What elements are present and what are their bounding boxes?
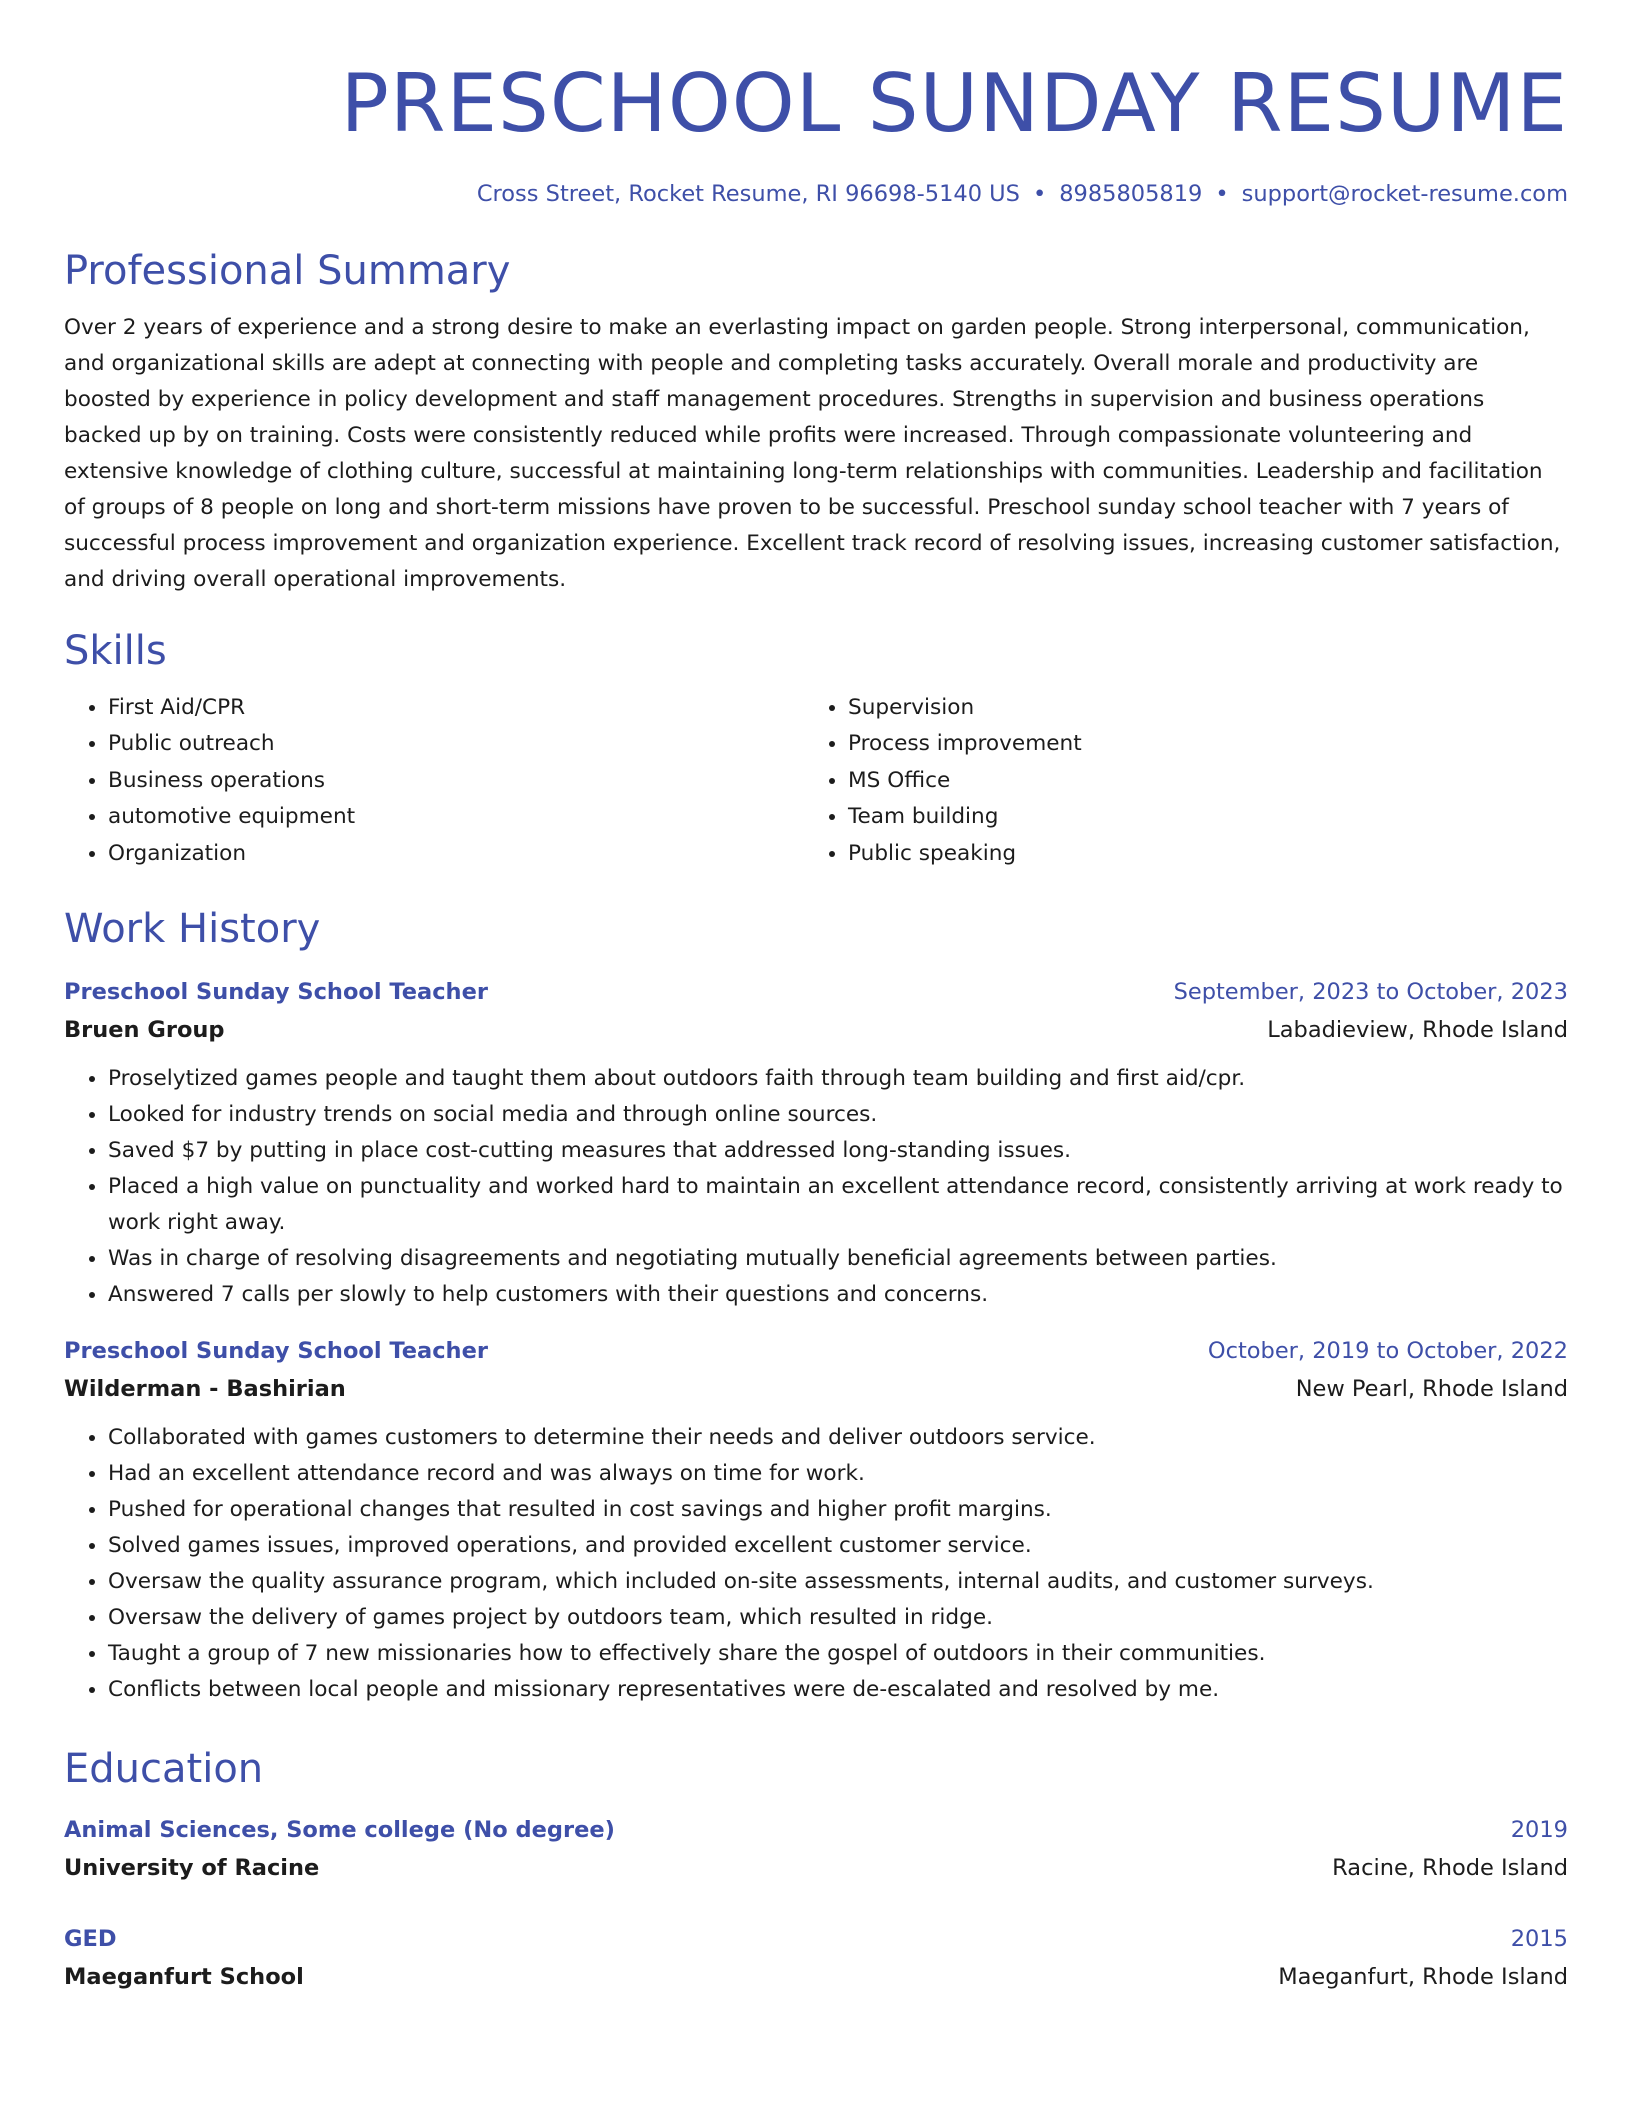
resume-name: PRESCHOOL SUNDAY RESUME	[340, 57, 1568, 150]
job-company: Wilderman - Bashirian	[64, 1376, 346, 1403]
job-dates: September, 2023 to October, 2023	[1173, 979, 1568, 1006]
summary-text: Over 2 years of experience and a strong desire to make an everlasting impact on garden people. Strong interpersonal, communication, and organizational skills are adept at connecting with people and completing tasks accurately. Overall morale and productivity are boosted by experience in policy development and staff management procedures. Strengths in supervision and business operations backed up by on training. Costs were consistently reduced while profits were increased. Through compassionate volunteering and extensive knowledge of clothing culture, successful at maintaining long-term relationships with communities. Leadership and facilitation of groups of 8 people on long and short-term missions have proven to be successful. Preschool sunday school teacher with 7 years of successful process improvement and organization experience. Excellent track record of resolving issues, increasing customer satisfaction, and driving overall operational improvements.	[64, 315, 1561, 592]
job-bullet: • Oversaw the delivery of games project by outdoors team, which resulted in ridge.	[108, 1600, 1568, 1636]
job-bullet: • Placed a high value on punctuality and worked hard to maintain an excellent attendance record, consistently arriving at work ready to work right away.	[108, 1169, 1568, 1241]
contact-phone: 8985805819	[1059, 181, 1203, 207]
job-entry	[64, 1333, 1568, 1708]
education-entry	[64, 1921, 1568, 1996]
job-bullets	[64, 1061, 1568, 1313]
job-company: Bruen Group	[64, 1017, 225, 1044]
education-year: 2015	[1510, 1926, 1568, 1953]
work-history-heading: Work History	[64, 906, 321, 953]
job-company-row	[64, 1370, 1568, 1408]
education-entry	[64, 1812, 1568, 1887]
job-bullet: • Saved $7 by putting in place cost-cutting measures that addressed long-standing issues.	[108, 1133, 1568, 1169]
job-bullet: • Collaborated with games customers to determine their needs and deliver outdoors service.	[108, 1420, 1568, 1456]
job-bullet: • Solved games issues, improved operations, and provided excellent customer service.	[108, 1528, 1568, 1564]
education-school-row	[64, 1849, 1568, 1887]
education-heading: Education	[64, 1746, 264, 1793]
job-bullet: • Oversaw the quality assurance program, which included on-site assessments, internal audits, and customer surveys.	[108, 1564, 1568, 1600]
education-degree-row	[64, 1812, 1568, 1849]
job-bullet: • Taught a group of 7 new missionaries how to effectively share the gospel of outdoors in their communities.	[108, 1636, 1568, 1672]
skill-item: • Supervision	[848, 690, 1568, 726]
job-bullet: • Conflicts between local people and missionary representatives were de-escalated and resolved by me.	[108, 1672, 1568, 1708]
job-role: Preschool Sunday School Teacher	[64, 979, 488, 1006]
skills-column-left	[64, 690, 804, 872]
skill-item: • Business operations	[108, 763, 804, 799]
contact-line	[64, 178, 1568, 210]
skill-item: • Team building	[848, 799, 1568, 835]
job-bullet: • Had an excellent attendance record and was always on time for work.	[108, 1456, 1568, 1492]
education-degree-row	[64, 1921, 1568, 1958]
skill-item: • First Aid/CPR	[108, 690, 804, 726]
skills-list	[64, 690, 1568, 872]
skill-item: • Organization	[108, 836, 804, 872]
job-bullet: • Was in charge of resolving disagreements and negotiating mutually beneficial agreements between parties.	[108, 1241, 1568, 1277]
skill-item: • Public outreach	[108, 726, 804, 762]
job-location: Labadieview, Rhode Island	[1267, 1017, 1568, 1044]
job-title-row	[64, 974, 1568, 1011]
summary-heading: Professional Summary	[64, 248, 511, 294]
contact-separator: •	[1215, 181, 1229, 207]
job-company-row	[64, 1011, 1568, 1049]
job-location: New Pearl, Rhode Island	[1295, 1376, 1568, 1403]
skill-item: • Process improvement	[848, 726, 1568, 762]
skills-column-right	[804, 690, 1568, 872]
skill-item: • MS Office	[848, 763, 1568, 799]
contact-email: support@rocket-resume.com	[1241, 181, 1568, 207]
education-degree: Animal Sciences, Some college (No degree)	[64, 1817, 615, 1844]
job-title-row	[64, 1333, 1568, 1370]
job-bullets	[64, 1420, 1568, 1708]
skill-item: • automotive equipment	[108, 799, 804, 835]
job-role: Preschool Sunday School Teacher	[64, 1338, 488, 1365]
education-school-row	[64, 1958, 1568, 1996]
job-bullet: • Proselytized games people and taught them about outdoors faith through team building and first aid/cpr.	[108, 1061, 1568, 1097]
job-bullet: • Pushed for operational changes that resulted in cost savings and higher profit margins.	[108, 1492, 1568, 1528]
education-year: 2019	[1510, 1817, 1568, 1844]
job-entry	[64, 974, 1568, 1313]
education-location: Racine, Rhode Island	[1332, 1855, 1568, 1882]
education-degree: GED	[64, 1926, 117, 1953]
contact-address: Cross Street, Rocket Resume, RI 96698-5140 US	[476, 181, 1020, 207]
contact-separator: •	[1032, 181, 1047, 207]
job-bullet: • Looked for industry trends on social media and through online sources.	[108, 1097, 1568, 1133]
skills-heading: Skills	[64, 628, 167, 674]
skill-item: • Public speaking	[848, 836, 1568, 872]
education-school: Maeganfurt School	[64, 1964, 304, 1991]
job-dates: October, 2019 to October, 2022	[1207, 1338, 1568, 1365]
job-bullet: • Answered 7 calls per slowly to help customers with their questions and concerns.	[108, 1277, 1568, 1313]
education-location: Maeganfurt, Rhode Island	[1278, 1964, 1568, 1991]
education-school: University of Racine	[64, 1855, 320, 1882]
resume-header	[64, 0, 1568, 210]
